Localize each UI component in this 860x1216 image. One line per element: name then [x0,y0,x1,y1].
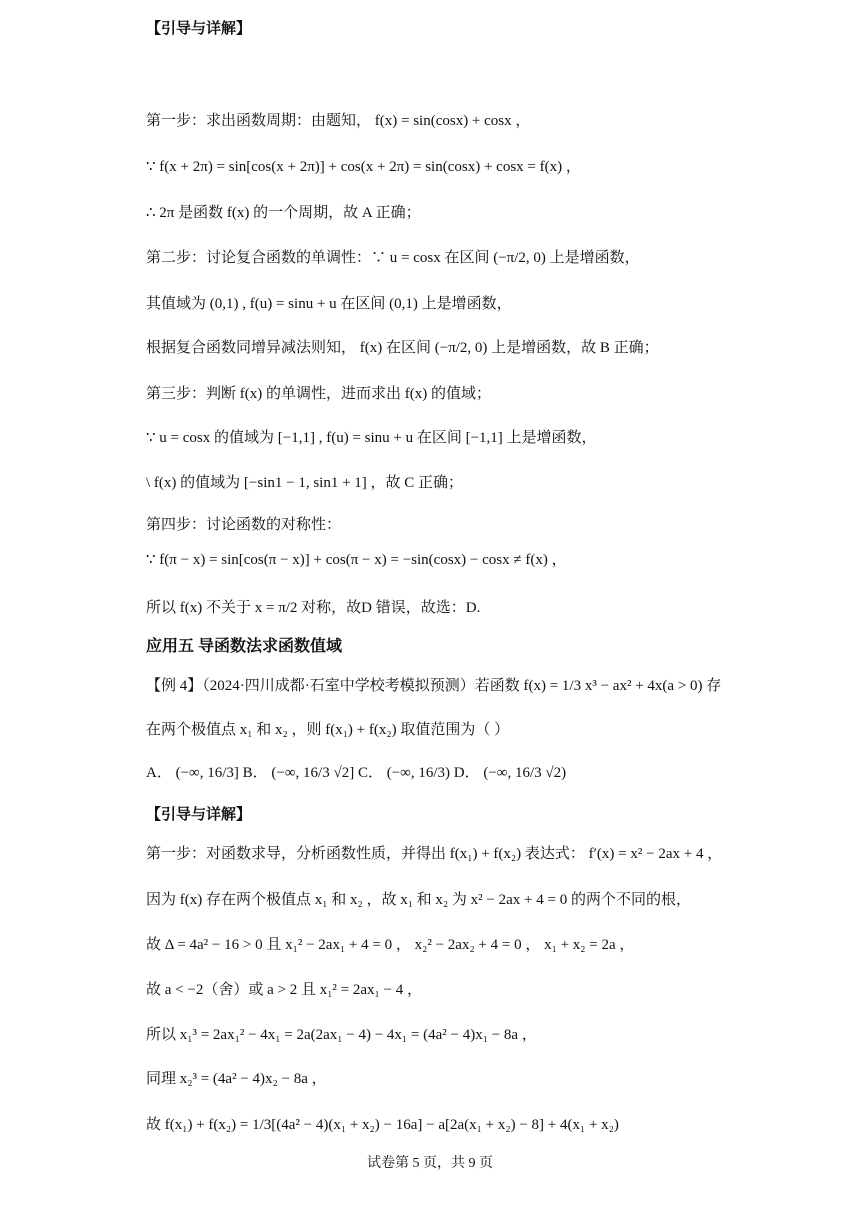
section-heading: 应用五 导函数法求函数值域 [146,638,343,655]
example-question-cont: 在两个极值点 x₁ 和 x₂ ，则 f(x₁) + f(x₂) 取值范围为（ ） [146,722,510,738]
section-label-guide: 【引导与详解】 [146,807,252,823]
text-line: 第三步：判断 f(x) 的单调性，进而求出 f(x) 的值域； [146,386,491,402]
answer-options: A． (−∞, 16/3] B． (−∞, 16/3 √2] C． (−∞, 16/3) D． (−∞, 16/3 √2) [146,765,567,781]
text-line: 故 a < −2（舍）或 a > 2 且 x₁² = 2ax₁ − 4 ， [146,982,422,998]
text-line: ∵ f(x + 2π) = sin[cos(x + 2π)] + cos(x + 2π) = sin(cosx) + cosx = f(x) ， [146,159,581,175]
text-line: 第一步：求出函数周期：由题知， f(x) = sin(cosx) + cosx ， [146,113,531,129]
text-line: ∵ f(π − x) = sin[cos(π − x)] + cos(π − x) = −sin(cosx) − cosx ≠ f(x) ， [146,552,567,568]
text-line: 其值域为 (0,1) , f(u) = sinu + u 在区间 (0,1) 上是增函数， [146,296,512,312]
text-line: 因为 f(x) 存在两个极值点 x₁ 和 x₂ ，故 x₁ 和 x₂ 为 x² − 2ax + 4 = 0 的两个不同的根， [146,892,691,908]
section-label-guide: 【引导与详解】 [146,21,252,37]
text-line: 所以 x₁³ = 2ax₁² − 4x₁ = 2a(2ax₁ − 4) − 4x₁ = (4a² − 4)x₁ − 8a ， [146,1027,537,1043]
text-line: 第一步：对函数求导，分析函数性质，并得出 f(x₁) + f(x₂) 表达式： f′(x) = x² − 2ax + 4 ， [146,846,723,862]
page-footer: 试卷第 5 页，共 9 页 [367,1156,493,1171]
text-line: 故 Δ = 4a² − 16 > 0 且 x₁² − 2ax₁ + 4 = 0 ， x₂² − 2ax₂ + 4 = 0 ， x₁ + x₂ = 2a ， [146,937,635,953]
text-line: 故 f(x₁) + f(x₂) = 1/3[(4a² − 4)(x₁ + x₂) − 16a] − a[2a(x₁ + x₂) − 8] + 4(x₁ + x₂) [146,1117,619,1133]
text-line: 第二步：讨论复合函数的单调性：∵ u = cosx 在区间 (−π/2, 0) 上是增函数， [146,250,640,266]
text-line: 同理 x₂³ = (4a² − 4)x₂ − 8a ， [146,1071,327,1087]
text-line: 所以 f(x) 不关于 x = π/2 对称，故D 错误，故选：D. [146,600,481,616]
text-line: \ f(x) 的值域为 [−sin1 − 1, sin1 + 1] ，故 C 正确； [146,475,464,491]
text-line: ∴ 2π 是函数 f(x) 的一个周期，故 A 正确； [146,205,421,221]
example-question: 【例 4】（2024·四川成都·石室中学校考模拟预测）若函数 f(x) = 1/3 x³ − ax² + 4x(a > 0) 存 [146,678,722,694]
text-line: 根据复合函数同增异减法则知， f(x) 在区间 (−π/2, 0) 上是增函数，故 B 正确； [146,340,659,356]
text-line: 第四步：讨论函数的对称性： [146,517,342,533]
text-line: ∵ u = cosx 的值域为 [−1,1] , f(u) = sinu + u 在区间 [−1,1] 上是增函数， [146,430,597,446]
